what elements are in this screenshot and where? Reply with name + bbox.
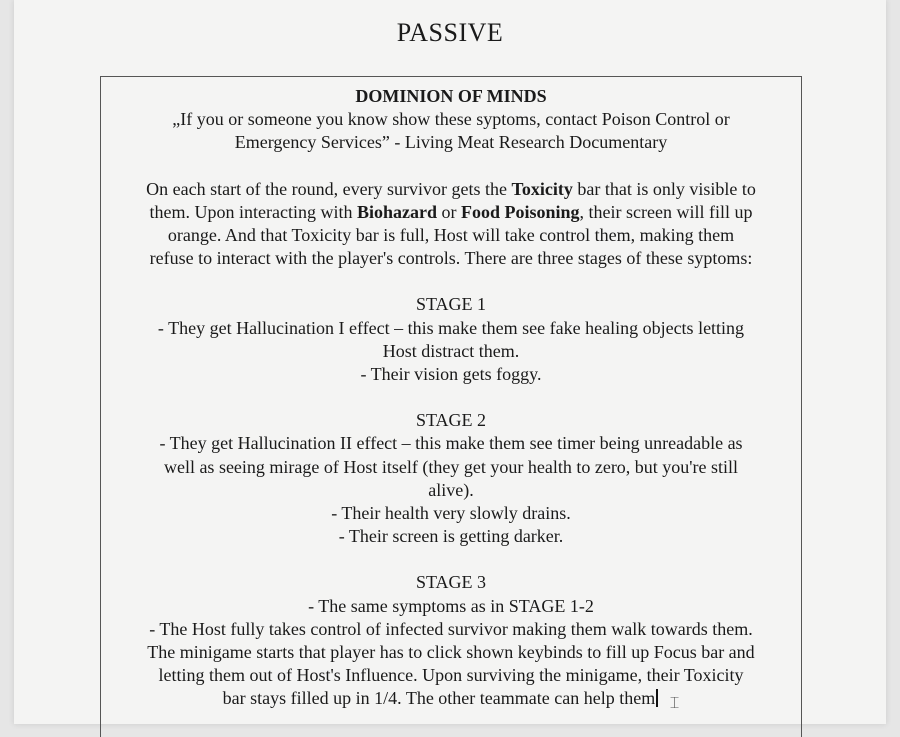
description-line-2: them. Upon interacting with Biohazard or Food Poisoning, their screen will fill up	[149, 201, 753, 222]
stage-2-title: STAGE 2	[415, 410, 487, 431]
description-line-4: refuse to interact with the player's controls. There are three stages of these syptoms:	[149, 248, 753, 269]
stage-1-line: Host distract them.	[382, 340, 520, 361]
stage-2-line: - They get Hallucination II effect – this make them see timer being unreadable as	[159, 433, 743, 454]
ability-name: DOMINION OF MINDS	[355, 86, 547, 106]
toxicity-term: Toxicity	[511, 178, 573, 199]
stage-2-line: - Their health very slowly drains.	[331, 503, 571, 524]
biohazard-term: Biohazard	[356, 201, 437, 222]
stage-3-last-line: bar stays filled up in 1/4. The other teammate can help them ⌶	[101, 687, 801, 715]
text-caret	[656, 689, 658, 707]
stage-1-line: - Their vision gets foggy.	[360, 364, 542, 385]
description-line-3: orange. And that Toxicity bar is full, Host will take control them, making them	[167, 225, 735, 246]
quote-line-2: Emergency Services” - Living Meat Research Documentary	[234, 132, 668, 153]
stage-1-title: STAGE 1	[415, 294, 487, 315]
stage-3-title: STAGE 3	[415, 572, 487, 593]
ability-box	[100, 76, 802, 737]
stage-3-line: - The same symptoms as in STAGE 1-2	[308, 595, 594, 616]
stage-2-line: - Their screen is getting darker.	[338, 526, 564, 547]
food-poisoning-term: Food Poisoning	[461, 201, 580, 222]
description-line-1: On each start of the round, every survivor gets the Toxicity bar that is only visible to	[146, 178, 756, 199]
stage-3-line: - The Host fully takes control of infected survivor making them walk towards them.	[149, 618, 753, 639]
ability-content	[101, 85, 801, 716]
ibeam-cursor-icon: ⌶	[669, 695, 680, 713]
document-page[interactable]	[14, 0, 886, 724]
quote-line-1: „If you or someone you know show these syptoms, contact Poison Control or	[172, 109, 730, 130]
stage-3-line: The minigame starts that player has to click shown keybinds to fill up Focus bar and	[147, 642, 755, 663]
section-title: PASSIVE	[396, 18, 504, 47]
stage-2-line: alive).	[428, 479, 474, 500]
stage-1-line: - They get Hallucination I effect – this make them see fake healing objects letting	[157, 317, 745, 338]
stage-3-line: letting them out of Host's Influence. Upon surviving the minigame, their Toxicity	[158, 665, 744, 686]
stage-2-line: well as seeing mirage of Host itself (they get your health to zero, but you're still	[163, 456, 739, 477]
